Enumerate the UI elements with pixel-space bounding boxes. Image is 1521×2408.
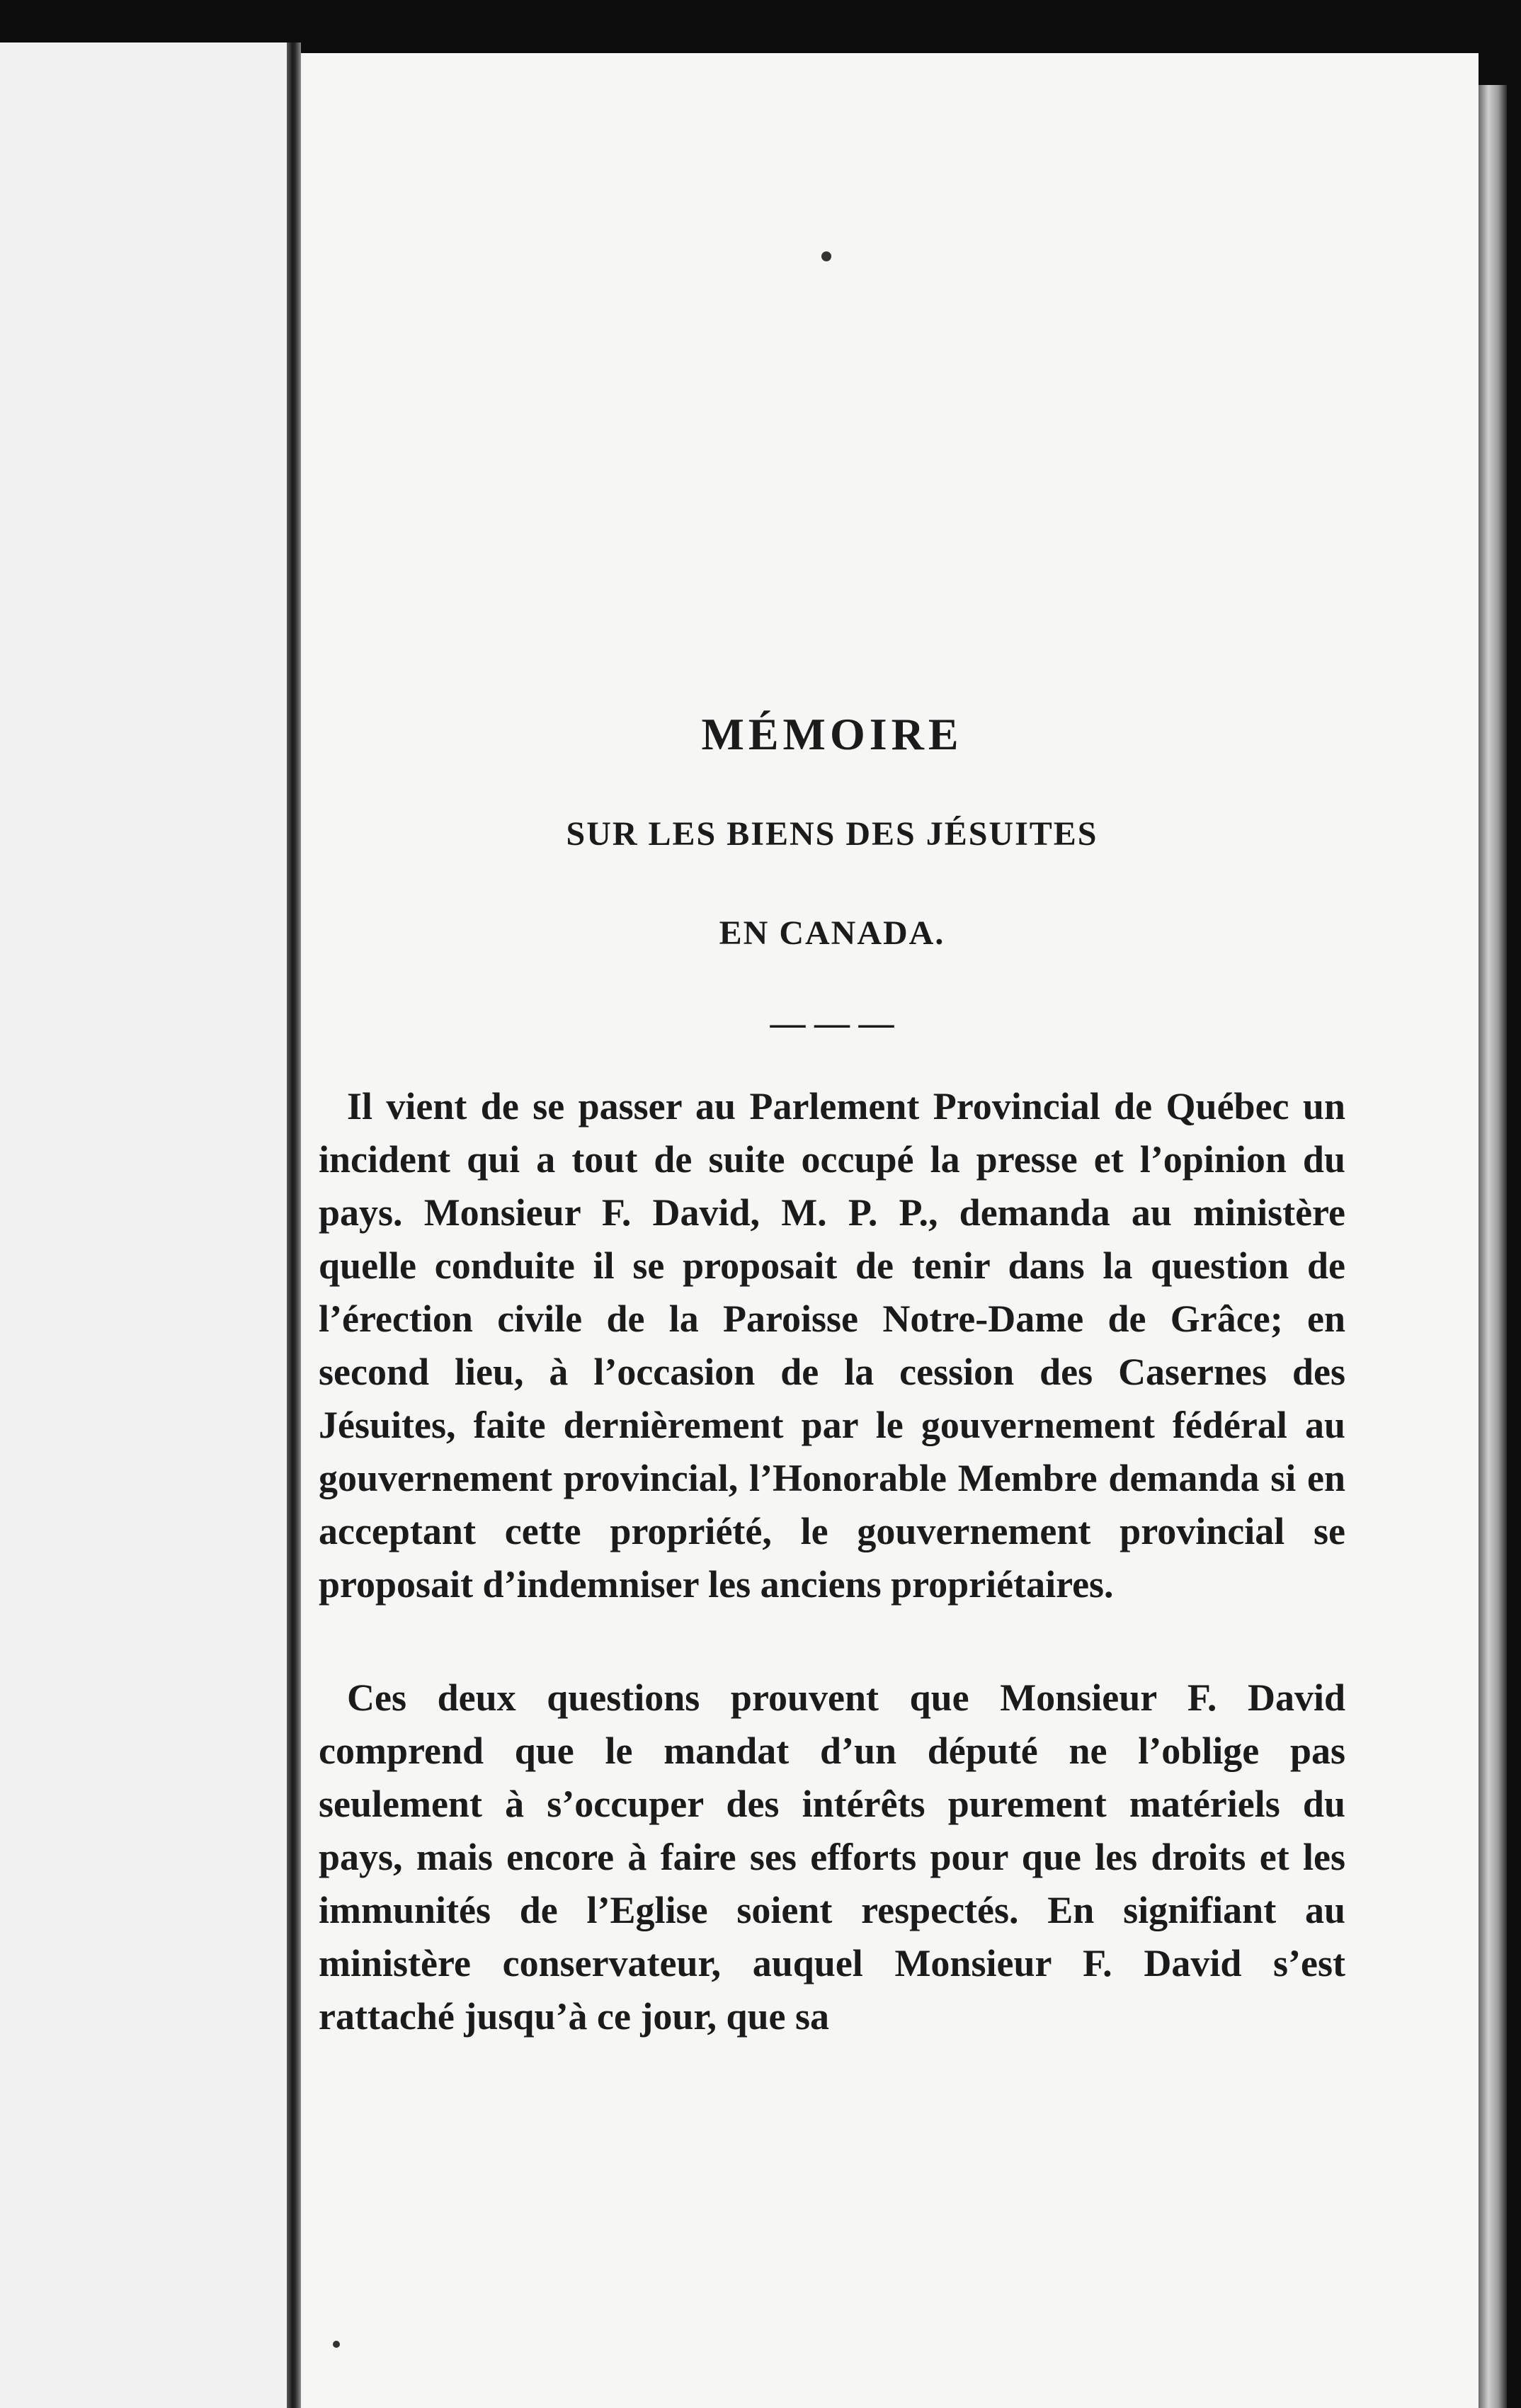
document-subtitle: SUR LES BIENS DES JÉSUITES <box>566 815 1098 853</box>
document-title: MÉMOIRE <box>701 709 963 759</box>
title-separator: — — — <box>770 1003 894 1043</box>
page-edge <box>1479 85 1507 2408</box>
left-page-remnant <box>0 42 287 2408</box>
ink-speck <box>821 251 831 261</box>
book-fold-line <box>287 42 301 2408</box>
document-subtitle-location: EN CANADA. <box>719 914 945 952</box>
ink-speck <box>333 2341 340 2348</box>
paragraph-1: Il vient de se passer au Parlement Provincial de Québec un incident qui a tout de suite occupé la presse et l’opinion du pays. Monsieur F. David, M. P. P., demanda au ministère quelle conduite il se proposait de tenir dans la question de l’érection civile de la Paroisse Notre-Dame de Grâce; en second lieu, à l’occasion de la cession des Casernes des Jésuites, faite dernièrement par le gouvernement fédéral au gouvernement provincial, l’Honorable Membre demanda si en acceptant cette propriété, le gouvernement provincial se proposait d’indemniser les anciens propriétaires. <box>319 1085 1345 1606</box>
paragraph-2: Ces deux questions prouvent que Monsieur F. David comprend que le mandat d’un député ne l’oblige pas seulement à s’occuper des intérêts purement matériels du pays, mais encore à faire ses efforts pour que les droits et les immunités de l’Eglise soient respectés. En signifiant au ministère conservateur, auquel Monsieur F. David s’est rattaché jusqu’à ce jour, que sa <box>319 1676 1345 2038</box>
